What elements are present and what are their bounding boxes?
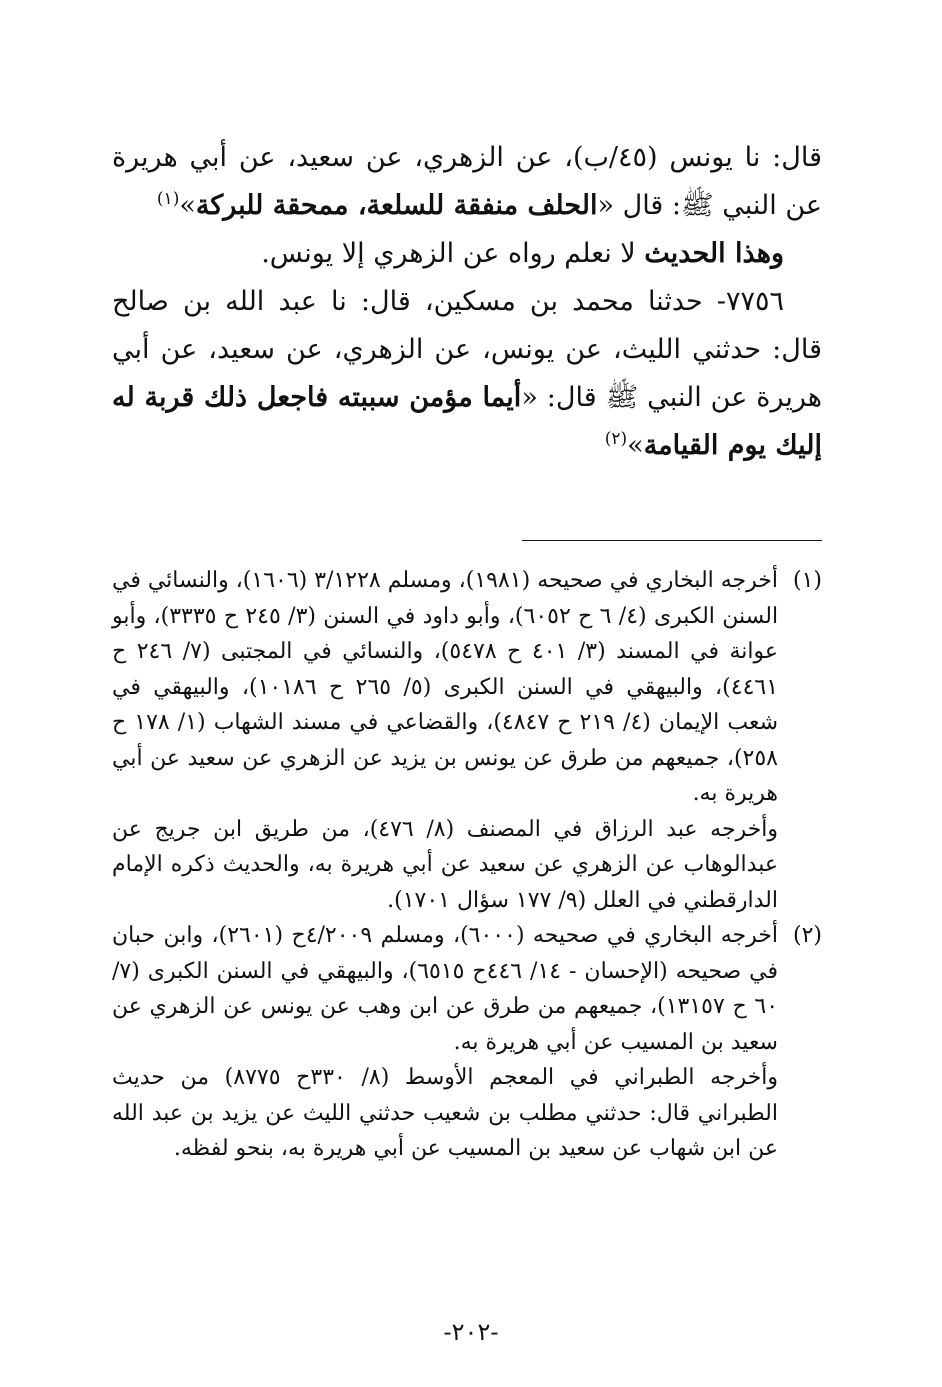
paragraph-text: » — [627, 430, 644, 461]
footnote-ref: (٢) — [604, 429, 628, 449]
footnotes — [112, 563, 822, 1167]
footnote-paragraph: وأخرجه عبد الرزاق في المصنف (٨/ ٤٧٦)، من طريق ابن جريج عن عبدالوهاب عن الزهري عن سعيد عن أبي هريرة به، والحديث ذكره الإمام الدارقطني في العلل (٩/ ١٧٧ سؤال ١٧٠١). — [112, 816, 779, 913]
hadith-text: أيما مؤمن سببته فاجعل ذلك قربة له إليك يوم القيامة — [112, 382, 822, 461]
page-number: -٢٠٢- — [443, 1318, 499, 1346]
hadith-text: الحلف منفقة للسلعة، ممحقة للبركة — [195, 190, 598, 221]
paragraph-text: قال: نا يونس (٤٥/ب)، عن الزهري، عن سعيد، عن أبي هريرة عن النبي ﷺ: قال « — [112, 142, 822, 221]
footnote-paragraph: وأخرجه الطبراني في المعجم الأوسط (٨/ ٣٣٠ح ٨٧٧٥) من حديث الطبراني قال: حدثني مطلب بن شعيب حدثني الليث عن يزيد بن عبد الله عن ابن شهاب عن سعيد بن المسيب عن أبي هريرة به، بنحو لفظه. — [112, 1065, 779, 1161]
footnote-paragraph: أخرجه البخاري في صحيحه (١٩٨١)، ومسلم ٣/١٢٢٨ (١٦٠٦)، والنسائي في السنن الكبرى (٤/ ٦ ح ٦٠٥٢)، وأبو داود في السنن (٣/ ٢٤٥ ح ٣٣٣٥)، وأبو عوانة في المسند (٣/ ٤٠١ ح ٥٤٧٨)، والنسائي في المجتبى (٧/ ٢٤٦ ح ٤٤٦١)، والبيهقي في السنن الكبرى (٥/ ٢٦٥ ح ١٠١٨٦)، والبيهقي في شعب الإيمان (٤/ ٢١٩ ح ٤٨٤٧)، والقضاعي في مسند الشهاب (١/ ١٧٨ ح ٢٥٨)، جميعهم من طرق عن يونس بن يزيد عن الزهري عن سعيد عن أبي هريرة به. — [111, 568, 779, 806]
paragraph-text: » — [179, 190, 196, 221]
main-paragraph-3 — [112, 278, 822, 470]
main-paragraph-2 — [112, 230, 822, 278]
main-text — [112, 134, 822, 470]
paragraph-text: لا نعلم رواه عن الزهري إلا يونس. — [261, 238, 645, 269]
footnote-separator — [522, 540, 822, 541]
footnote-2 — [112, 918, 822, 1167]
bold-lead: وهذا الحديث — [644, 238, 784, 269]
footnote-number: (١) — [792, 568, 822, 593]
footnote-paragraph: أخرجه البخاري في صحيحه (٦٠٠٠)، ومسلم ٤/٢٠٠٩ح (٢٦٠١)، وابن حبان في صحيحه (الإحسان - ١٤/ ٤٤٦ح ٦٥١٥)، والبيهقي في السنن الكبرى (٧/ ٦٠ ح ١٣١٥٧)، جميعهم من طرق عن ابن وهب عن يونس عن الزهري عن سعيد بن المسيب عن أبي هريرة به. — [112, 923, 779, 1055]
main-paragraph-1 — [112, 134, 822, 230]
footnote-number: (٢) — [792, 923, 822, 948]
footnote-1 — [112, 563, 822, 918]
footnote-ref: (١) — [156, 189, 180, 209]
paragraph-text: ٧٧٥٦- حدثنا محمد بن مسكين، قال: نا عبد الله بن صالح قال: حدثني الليث، عن يونس، عن الزهري، عن سعيد، عن أبي هريرة عن النبي ﷺ قال: « — [112, 286, 822, 413]
